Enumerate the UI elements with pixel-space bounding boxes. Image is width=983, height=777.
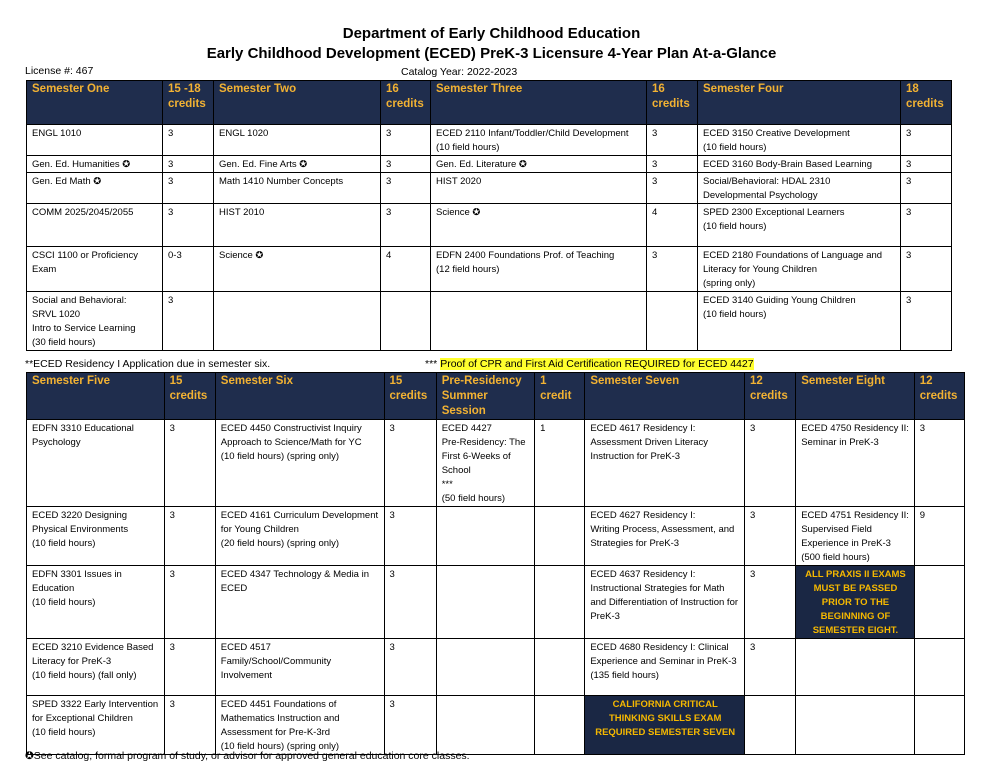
- department-title: Department of Early Childhood Education: [342, 25, 641, 42]
- header-semester-seven: Semester Seven: [585, 373, 745, 420]
- header-credits-seven: 12 credits: [745, 373, 796, 420]
- catalog-year: Catalog Year: 2022-2023: [401, 66, 518, 78]
- cell: HIST 2010: [214, 204, 381, 247]
- cell: 3: [901, 292, 952, 351]
- table-row: [27, 507, 965, 566]
- cell: 3: [381, 204, 431, 247]
- header-credits-six: 15 credits: [384, 373, 436, 420]
- cell: 3: [163, 173, 214, 204]
- cell: 3: [163, 125, 214, 156]
- header-semester-three: Semester Three: [431, 81, 647, 125]
- header-pre-residency: Pre-Residency Summer Session: [436, 373, 534, 420]
- header-semester-eight: Semester Eight: [796, 373, 915, 420]
- cpr-note: [425, 358, 754, 370]
- cell: [914, 696, 964, 755]
- header-credits-five: 15 credits: [164, 373, 215, 420]
- cell: EDFN 3301 Issues in Education (10 field hours): [27, 566, 165, 639]
- cell: ECED 4517 Family/School/Community Involvement: [215, 639, 384, 696]
- cpr-note-prefix: ***: [425, 358, 438, 370]
- cell: Gen. Ed. Literature ✪: [431, 156, 647, 173]
- table-row: [27, 420, 965, 507]
- table-row: [27, 292, 952, 351]
- cell: 3: [745, 507, 796, 566]
- cell: ECED 3210 Evidence Based Literacy for PreK-3 (10 field hours) (fall only): [27, 639, 165, 696]
- praxis-exam-notice: ALL PRAXIS II EXAMS MUST BE PASSED PRIOR TO THE BEGINNING OF SEMESTER EIGHT.: [796, 566, 915, 639]
- cell: ECED 4347 Technology & Media in ECED: [215, 566, 384, 639]
- cell: [436, 696, 534, 755]
- cell: 3: [745, 639, 796, 696]
- header-semester-one: Semester One: [27, 81, 163, 125]
- cell: 3: [901, 156, 952, 173]
- cell: [914, 639, 964, 696]
- cell: EDFN 2400 Foundations Prof. of Teaching (12 field hours): [431, 247, 647, 292]
- header-credits-three: 16 credits: [647, 81, 698, 125]
- cell: 3: [384, 566, 436, 639]
- header-credits-two: 16 credits: [381, 81, 431, 125]
- header-semester-four: Semester Four: [698, 81, 901, 125]
- cell: 3: [384, 507, 436, 566]
- cpr-requirement-highlight: Proof of CPR and First Aid Certification REQUIRED for ECED 4427: [440, 358, 754, 370]
- cell: 3: [647, 156, 698, 173]
- cell: ECED 2180 Foundations of Language and Literacy for Young Children (spring only): [698, 247, 901, 292]
- top-plan-table: [26, 80, 952, 351]
- cell: ECED 4451 Foundations of Mathematics Instruction and Assessment for Pre-K-3rd (10 field hours) (spring only): [215, 696, 384, 755]
- cell: 0-3: [163, 247, 214, 292]
- cell: ENGL 1020: [214, 125, 381, 156]
- cell: ECED 4680 Residency I: Clinical Experience and Seminar in PreK-3 (135 field hours): [585, 639, 745, 696]
- cell: Science ✪: [431, 204, 647, 247]
- cell: 3: [901, 247, 952, 292]
- table-row: [27, 156, 952, 173]
- cell: ENGL 1010: [27, 125, 163, 156]
- cell: Math 1410 Number Concepts: [214, 173, 381, 204]
- cell: Science ✪: [214, 247, 381, 292]
- cell: Social and Behavioral: SRVL 1020 Intro to Service Learning (30 field hours): [27, 292, 163, 351]
- cell: ECED 3140 Guiding Young Children (10 field hours): [698, 292, 901, 351]
- cell: [431, 292, 647, 351]
- cell: Gen. Ed Math ✪: [27, 173, 163, 204]
- cell: 3: [647, 173, 698, 204]
- cell: [436, 507, 534, 566]
- cell: 3: [381, 125, 431, 156]
- cell: [381, 292, 431, 351]
- cell: 3: [384, 696, 436, 755]
- cell: 4: [381, 247, 431, 292]
- cell: 3: [164, 420, 215, 507]
- cell: 3: [163, 292, 214, 351]
- cell: [745, 696, 796, 755]
- cell: ECED 2110 Infant/Toddler/Child Development (10 field hours): [431, 125, 647, 156]
- residency-application-note: **ECED Residency I Application due in semester six.: [25, 358, 271, 370]
- header-credits-four: 18 credits: [901, 81, 952, 125]
- cell: [436, 566, 534, 639]
- cell: 3: [381, 173, 431, 204]
- cell: 3: [745, 566, 796, 639]
- critical-thinking-exam-notice: CALIFORNIA CRITICAL THINKING SKILLS EXAM REQUIRED SEMESTER SEVEN: [585, 696, 745, 755]
- footnote: ✪See catalog, formal program of study, or advisor for approved general education core classes.: [25, 750, 470, 762]
- cell: [214, 292, 381, 351]
- cell: ECED 4637 Residency I: Instructional Strategies for Math and Differentiation of Instruction for PreK-3: [585, 566, 745, 639]
- header-semester-six: Semester Six: [215, 373, 384, 420]
- cell: 3: [901, 173, 952, 204]
- cell: ECED 4751 Residency II: Supervised Field Experience in PreK-3 (500 field hours): [796, 507, 915, 566]
- bottom-header-row: [27, 373, 965, 420]
- cell: ECED 3150 Creative Development (10 field hours): [698, 125, 901, 156]
- cell: 3: [164, 566, 215, 639]
- cell: SPED 2300 Exceptional Learners (10 field hours): [698, 204, 901, 247]
- cell: 3: [381, 156, 431, 173]
- top-header-row: [27, 81, 952, 125]
- bottom-plan-table: [26, 372, 965, 755]
- cell: 3: [163, 204, 214, 247]
- cell: 3: [164, 639, 215, 696]
- cell: ECED 3220 Designing Physical Environments (10 field hours): [27, 507, 165, 566]
- header-semester-two: Semester Two: [214, 81, 381, 125]
- cell: HIST 2020: [431, 173, 647, 204]
- header-credits-pre-residency: 1 credit: [535, 373, 585, 420]
- license-number: License #: 467: [25, 65, 94, 77]
- cell: 3: [901, 125, 952, 156]
- cell: 3: [164, 696, 215, 755]
- cell: ECED 4627 Residency I: Writing Process, Assessment, and Strategies for PreK-3: [585, 507, 745, 566]
- table-row: [27, 639, 965, 696]
- cell: ECED 3160 Body-Brain Based Learning: [698, 156, 901, 173]
- cell: ECED 4450 Constructivist Inquiry Approach to Science/Math for YC (10 field hours) (spring only): [215, 420, 384, 507]
- cell: 3: [164, 507, 215, 566]
- cell: [436, 639, 534, 696]
- cell: 3: [384, 639, 436, 696]
- cell: 3: [745, 420, 796, 507]
- cell: SPED 3322 Early Intervention for Exceptional Children (10 field hours): [27, 696, 165, 755]
- cell: ECED 4427 Pre-Residency: The First 6-Weeks of School *** (50 field hours): [436, 420, 534, 507]
- cell: COMM 2025/2045/2055: [27, 204, 163, 247]
- header-credits-eight: 12 credits: [914, 373, 964, 420]
- cell: [647, 292, 698, 351]
- table-row: [27, 173, 952, 204]
- table-row: [27, 204, 952, 247]
- cell: Gen. Ed. Fine Arts ✪: [214, 156, 381, 173]
- cell: [914, 566, 964, 639]
- cell: CSCI 1100 or Proficiency Exam: [27, 247, 163, 292]
- table-row: [27, 247, 952, 292]
- cell: [535, 507, 585, 566]
- cell: Gen. Ed. Humanities ✪: [27, 156, 163, 173]
- header-semester-five: Semester Five: [27, 373, 165, 420]
- cell: [535, 639, 585, 696]
- cell: 3: [647, 125, 698, 156]
- plan-title: Early Childhood Development (ECED) PreK-3 Licensure 4-Year Plan At-a-Glance: [206, 45, 777, 62]
- cell: 3: [163, 156, 214, 173]
- cell: EDFN 3310 Educational Psychology: [27, 420, 165, 507]
- cell: [796, 639, 915, 696]
- cell: ECED 4161 Curriculum Development for Young Children (20 field hours) (spring only): [215, 507, 384, 566]
- cell: 3: [647, 247, 698, 292]
- table-row: [27, 125, 952, 156]
- cell: 1: [535, 420, 585, 507]
- cell: 3: [901, 204, 952, 247]
- table-row: [27, 566, 965, 639]
- cell: [535, 566, 585, 639]
- cell: 9: [914, 507, 964, 566]
- cell: Social/Behavioral: HDAL 2310 Developmental Psychology: [698, 173, 901, 204]
- table-row: [27, 696, 965, 755]
- cell: 3: [384, 420, 436, 507]
- cell: 3: [914, 420, 964, 507]
- cell: ECED 4750 Residency II: Seminar in PreK-3: [796, 420, 915, 507]
- cell: ECED 4617 Residency I: Assessment Driven Literacy Instruction for PreK-3: [585, 420, 745, 507]
- cell: 4: [647, 204, 698, 247]
- cell: [796, 696, 915, 755]
- header-credits-one: 15 -18 credits: [163, 81, 214, 125]
- cell: [535, 696, 585, 755]
